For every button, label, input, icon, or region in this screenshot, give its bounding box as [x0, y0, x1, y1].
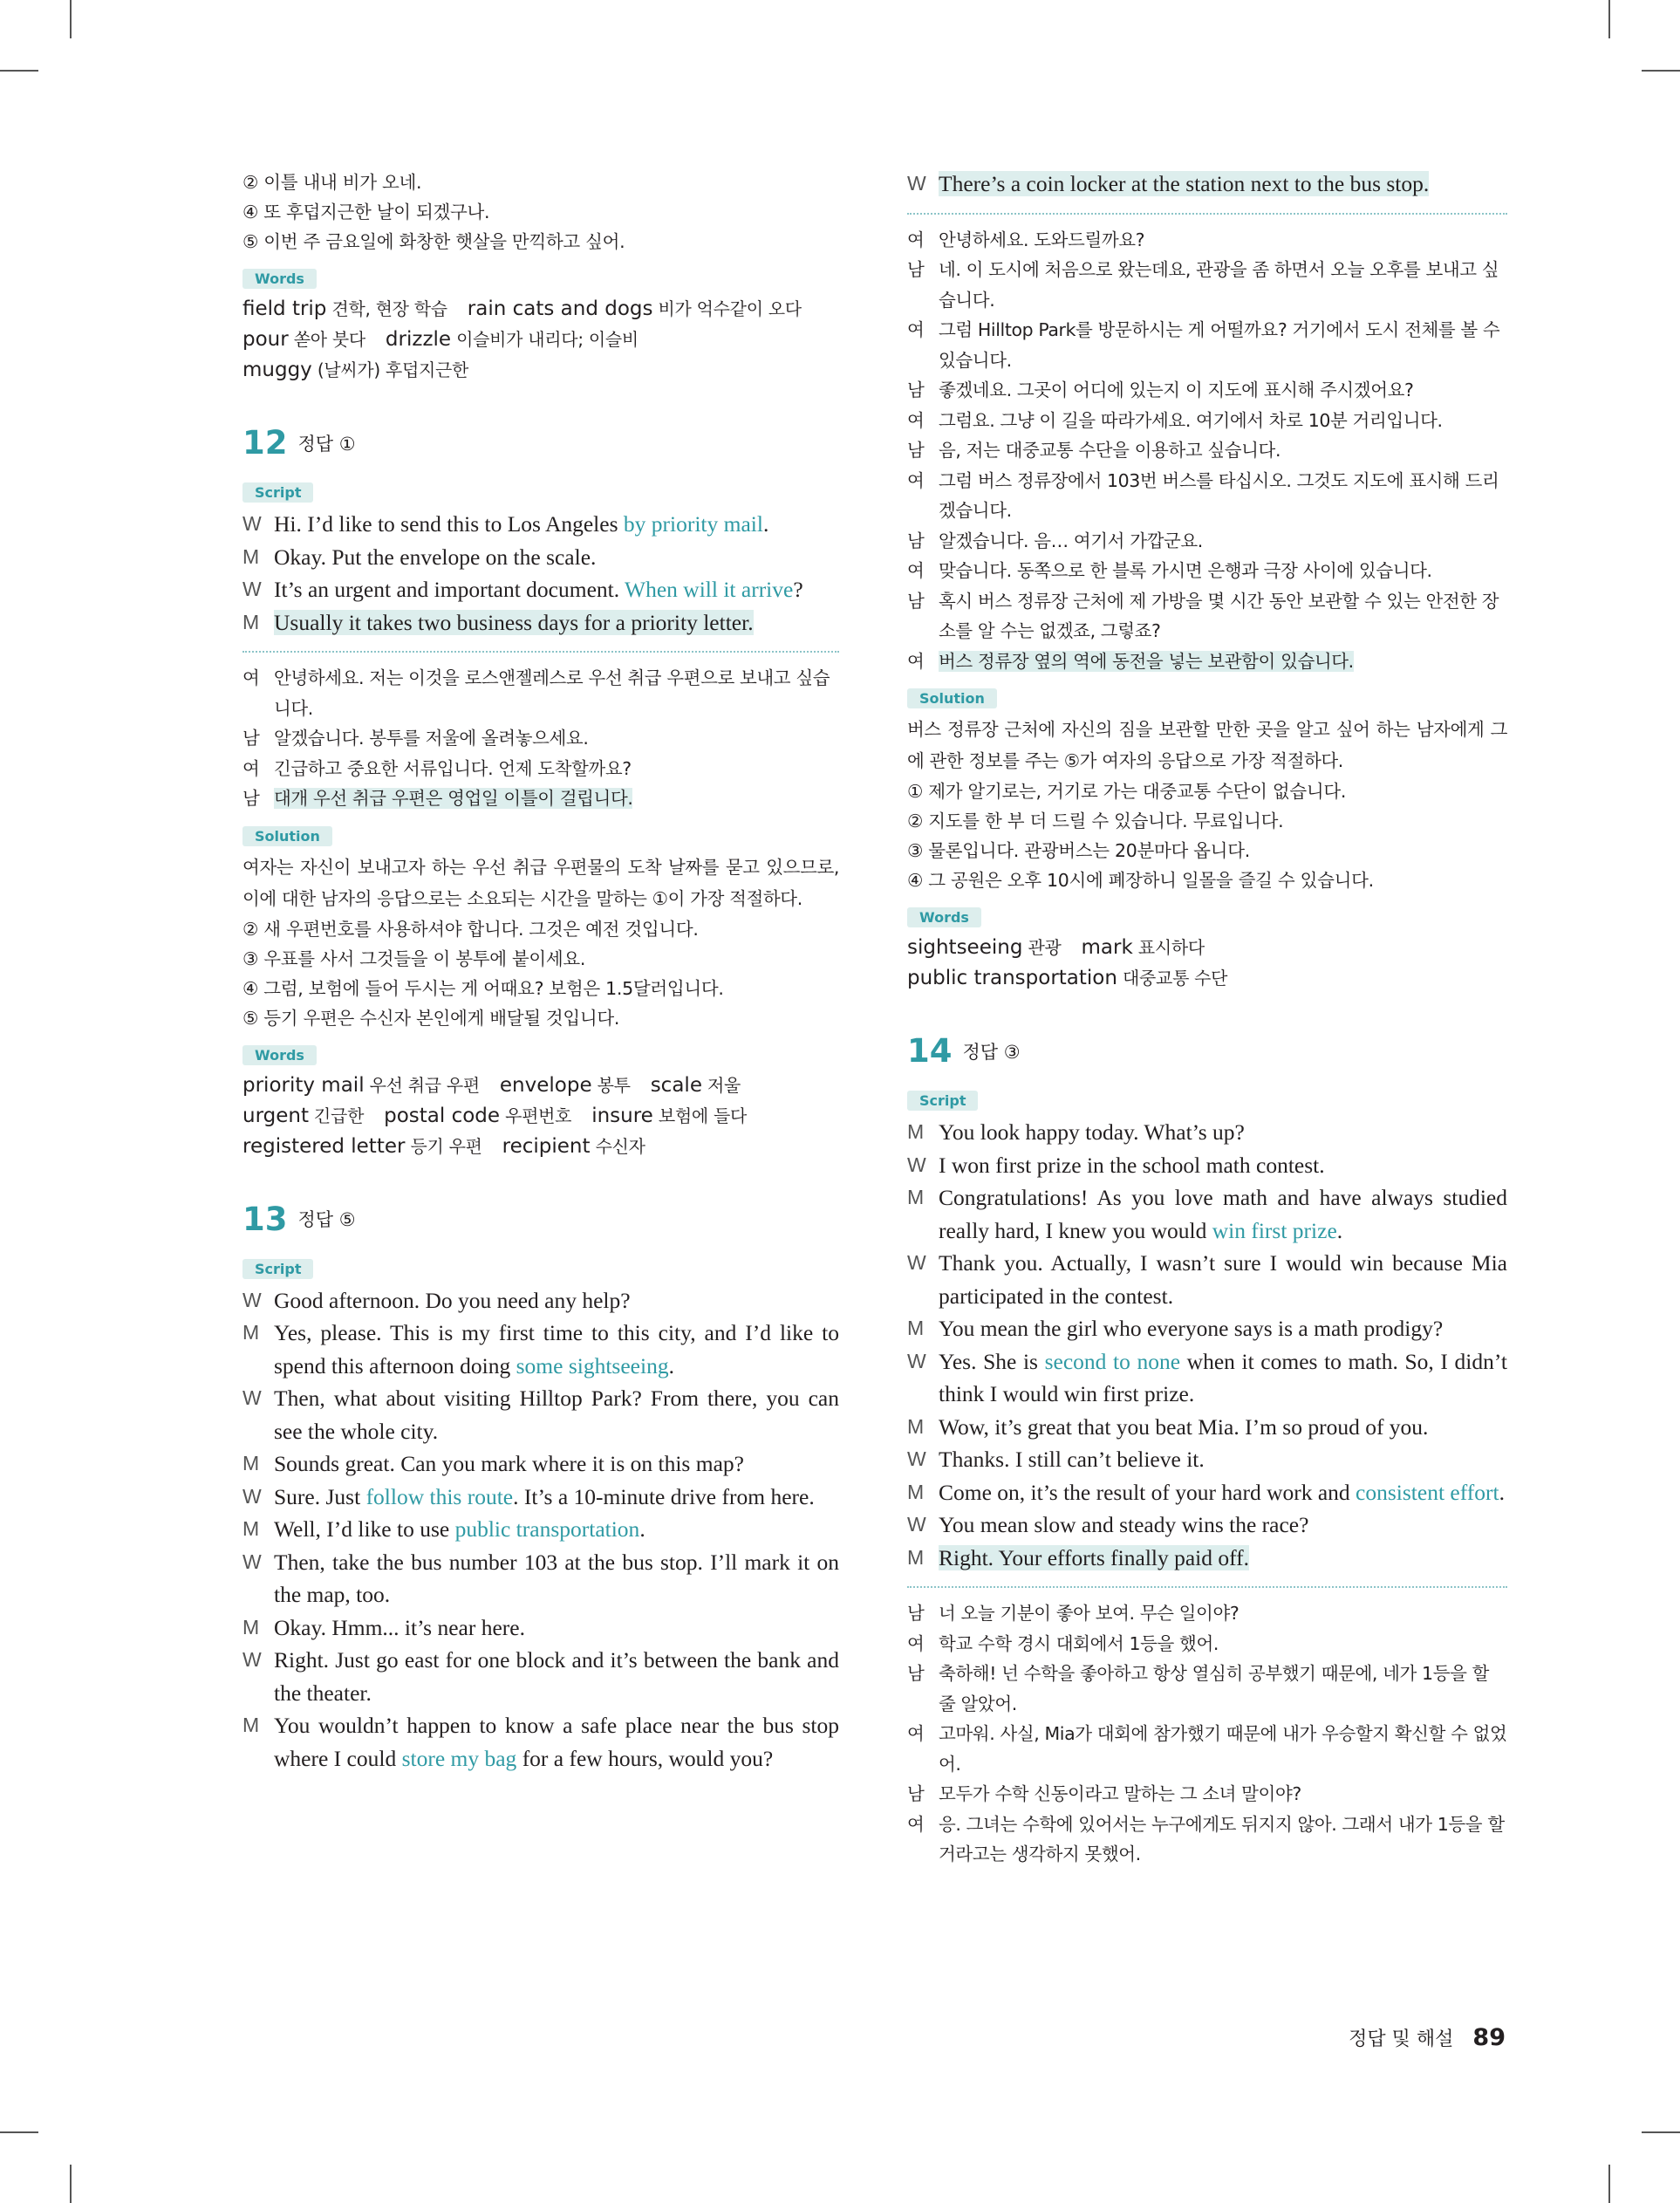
speaker-label: M	[907, 1186, 925, 1208]
translation-text: 알겠습니다. 음… 여기서 가깝군요.	[939, 530, 1203, 551]
answer-key: 정답 ①	[297, 433, 356, 455]
translation-dialogue	[907, 225, 1507, 677]
text-line: ③ 물론입니다. 관광버스는 20분마다 옵니다.	[907, 840, 1250, 861]
word-en: recipient	[502, 1134, 591, 1158]
word-en: muggy	[242, 359, 312, 381]
script-line	[907, 1509, 1507, 1542]
key-expression: some sightseeing	[516, 1352, 669, 1379]
question-12-header	[242, 424, 839, 462]
speaker-label: M	[907, 1120, 925, 1143]
translation-line	[907, 466, 1507, 526]
script-dialogue-continued	[907, 168, 1507, 201]
text-line: ⑤ 등기 우편은 수신자 본인에게 배달될 것입니다.	[242, 1007, 620, 1029]
left-column	[242, 168, 839, 1775]
script-label: Script	[907, 1091, 978, 1111]
speaker-label: M	[907, 1545, 925, 1569]
translation-text: 응. 그녀는 수학에 있어서는 누구에게도 뒤지지 않아. 그래서 내가 1등을 할 거라고는 생각하지 못했어.	[939, 1813, 1505, 1864]
question-number: 13	[242, 1200, 288, 1238]
word-meaning: 표시하다	[1132, 937, 1205, 958]
words-row	[242, 355, 839, 386]
words-list	[907, 933, 1507, 994]
speaker-label: M	[242, 1517, 260, 1540]
speaker-label: M	[242, 544, 260, 568]
answer-highlight: 대개 우선 취급 우편은 영업일 이틀이 걸립니다.	[274, 788, 633, 809]
script-text: .	[639, 1516, 645, 1542]
crop-mark	[0, 70, 38, 72]
solution-text: 여자는 자신이 보내고자 하는 우선 취급 우편물의 도착 날짜를 묻고 있으므로, 이에 대한 남자의 응답으로는 소요되는 시간을 말하는 ①이 가장 적절하다.	[242, 856, 839, 909]
script-text: .	[762, 511, 769, 537]
script-text: Wow, it’s great that you beat Mia. I’m so proud of you.	[939, 1413, 1429, 1440]
key-expression: store my bag	[401, 1745, 517, 1771]
translation-text: 축하해! 넌 수학을 좋아하고 항상 열심히 공부했기 때문에, 네가 1등을 할 줄 알았어.	[939, 1663, 1490, 1714]
speaker-label: W	[907, 1153, 926, 1176]
translation-text: 모두가 수학 신동이라고 말하는 그 소녀 말이야?	[939, 1783, 1301, 1804]
translation-line	[907, 647, 1507, 677]
translation-text: 고마워. 사실, Mia가 대회에 참가했기 때문에 내가 우승할지 확신할 수 없었어.	[939, 1723, 1507, 1775]
script-text: .	[668, 1352, 674, 1379]
translation-text: 긴급하고 중요한 서류입니다. 언제 도착할까요?	[274, 757, 632, 779]
translation-line	[907, 1629, 1507, 1659]
word-en: drizzle	[385, 328, 452, 351]
translation-text: 너 오늘 기분이 좋아 보여. 무슨 일이야?	[939, 1603, 1240, 1624]
translation-line	[907, 225, 1507, 256]
script-line	[242, 508, 839, 541]
word-meaning: 우선 취급 우편	[364, 1074, 480, 1096]
speaker-label: M	[907, 1414, 925, 1438]
word-en: postal code	[384, 1104, 501, 1127]
speaker-label: 남	[907, 1603, 925, 1624]
script-text: Sure. Just	[274, 1483, 366, 1509]
script-line	[242, 1447, 839, 1481]
translation-line	[907, 1779, 1507, 1810]
script-text: .	[1499, 1479, 1505, 1505]
script-line	[242, 541, 839, 574]
script-label: Script	[242, 482, 313, 503]
script-line	[907, 168, 1507, 201]
translation-text: 안녕하세요. 저는 이것을 로스앤젤레스로 우선 취급 우편으로 보내고 싶습니다.	[274, 667, 830, 719]
script-text: .	[1336, 1217, 1343, 1243]
translation-line	[242, 723, 839, 754]
crop-mark	[1642, 2131, 1680, 2133]
script-text: Yes, please. This is my first time to this city, and I’d like to spend this afternoon doing	[274, 1320, 839, 1379]
speaker-label: 남	[242, 728, 260, 749]
script-text: I won first prize in the school math contest.	[939, 1152, 1325, 1178]
word-meaning: 관광	[1022, 937, 1062, 958]
page-number: 89	[1472, 2024, 1506, 2051]
translation-line	[907, 1810, 1507, 1870]
right-column	[907, 168, 1507, 1870]
translation-text: 학교 수학 경시 대회에서 1등을 했어.	[939, 1632, 1219, 1654]
speaker-label: 여	[242, 667, 260, 688]
answer-key: 정답 ③	[962, 1041, 1021, 1063]
speaker-label: M	[242, 1714, 260, 1736]
script-dialogue	[907, 1116, 1507, 1574]
script-line	[907, 1181, 1507, 1247]
speaker-label: 남	[242, 788, 260, 809]
word-en: sightseeing	[907, 936, 1023, 959]
speaker-label: 남	[907, 440, 925, 461]
word-meaning: 보험에 들다	[652, 1105, 748, 1126]
translation-text: 맞습니다. 동쪽으로 한 블록 가시면 은행과 극장 사이에 있습니다.	[939, 560, 1432, 581]
script-text: Then, take the bus number 103 at the bus stop. I’ll mark it on the map, too.	[274, 1549, 839, 1607]
word-en: insure	[591, 1104, 653, 1127]
script-text: Thanks. I still can’t believe it.	[939, 1447, 1205, 1472]
word-meaning: 견학, 현장 학습	[326, 298, 447, 319]
script-line	[907, 1476, 1507, 1509]
script-text: You mean the girl who everyone says is a math prodigy?	[939, 1316, 1444, 1341]
text-line: ④ 그 공원은 오후 10시에 폐장하니 일몰을 즐길 수 있습니다.	[907, 870, 1374, 891]
word-meaning: 긴급한	[308, 1105, 365, 1126]
speaker-label: 여	[907, 409, 925, 431]
key-expression: public transportation	[454, 1516, 640, 1542]
translation-line	[907, 315, 1507, 375]
script-line	[242, 1546, 839, 1611]
speaker-label: 여	[907, 1723, 925, 1744]
crop-mark	[1608, 2165, 1610, 2203]
prev-answer-options	[242, 168, 839, 257]
script-text: Well, I’d like to use	[274, 1516, 455, 1542]
translation-text: 그럼요. 그냥 이 길을 따라가세요. 여기에서 차로 10분 거리입니다.	[939, 409, 1443, 431]
speaker-label: W	[242, 1648, 262, 1671]
answer-highlight: Right. Your efforts finally paid off.	[939, 1544, 1250, 1570]
speaker-label: W	[242, 578, 262, 600]
speaker-label: 여	[907, 560, 925, 581]
script-line	[242, 1611, 839, 1645]
word-en: envelope	[499, 1073, 592, 1097]
solution-label: Solution	[907, 688, 997, 708]
option-translations	[242, 914, 839, 1033]
word-meaning: 대중교통 수단	[1117, 968, 1228, 989]
word-meaning: 저울	[701, 1074, 741, 1096]
script-line	[907, 1345, 1507, 1411]
dotted-divider	[907, 213, 1507, 215]
speaker-label: 남	[907, 530, 925, 551]
translation-text: 좋겠네요. 그곳이 어디에 있는지 이 지도에 표시해 주시겠어요?	[939, 380, 1414, 400]
script-line	[907, 1542, 1507, 1575]
solution-text: 버스 정류장 근처에 자신의 짐을 보관할 만한 곳을 알고 싶어 하는 남자에게 그에 관한 정보를 주는 ⑤가 여자의 응답으로 가장 적절하다.	[907, 719, 1507, 771]
speaker-label: W	[242, 1288, 262, 1311]
words-row	[907, 933, 1507, 963]
script-text: Then, what about visiting Hilltop Park? From there, you can see the whole city.	[274, 1385, 839, 1444]
word-en: priority mail	[242, 1073, 365, 1097]
script-line	[907, 1247, 1507, 1312]
crop-mark	[0, 2131, 38, 2133]
translation-line	[907, 586, 1507, 647]
translation-text: 그럼 버스 정류장에서 103번 버스를 타십시오. 그것도 지도에 표시해 드리겠습니다.	[939, 469, 1499, 521]
script-text: when it comes to math. So, I didn’t think I would win first prize.	[939, 1348, 1507, 1406]
script-line	[242, 1644, 839, 1709]
speaker-label: W	[907, 1447, 926, 1470]
option-translations	[907, 777, 1507, 895]
script-line	[907, 1411, 1507, 1444]
key-expression: When will it arrive	[625, 577, 794, 602]
key-expression: by priority mail	[623, 511, 763, 537]
script-text: Yes. She is	[939, 1348, 1045, 1374]
words-row	[242, 1132, 839, 1162]
word-meaning: 수신자	[590, 1135, 645, 1157]
text-line: ② 이틀 내내 비가 오네.	[242, 172, 422, 193]
script-line	[242, 606, 839, 640]
dotted-divider	[242, 651, 839, 653]
speaker-label: 남	[907, 1663, 925, 1684]
script-text: You wouldn’t happen to know a safe place near the bus stop where I could	[274, 1713, 839, 1771]
words-list	[242, 294, 839, 386]
script-text: . It’s a 10-minute drive from here.	[513, 1483, 815, 1509]
text-line: ⑤ 이번 주 금요일에 화창한 햇살을 만끽하고 싶어.	[242, 231, 625, 252]
crop-mark	[70, 2165, 72, 2203]
translation-line	[242, 754, 839, 784]
speaker-label: W	[907, 172, 926, 195]
translation-line	[907, 375, 1507, 406]
translation-text: 안녕하세요. 도와드릴까요?	[939, 229, 1145, 250]
speaker-label: M	[907, 1480, 925, 1503]
page-footer	[1349, 2024, 1506, 2051]
footer-title: 정답 및 해설	[1349, 2029, 1454, 2050]
script-dialogue	[242, 1284, 839, 1775]
script-text: Congratulations! As you love math and have always studied really hard, I knew you would	[939, 1185, 1507, 1243]
script-line	[242, 1284, 839, 1317]
script-text: Right. Just go east for one block and it’s between the bank and the theater.	[274, 1647, 839, 1706]
translation-line	[907, 406, 1507, 436]
speaker-label: 여	[907, 650, 925, 672]
word-meaning: (날씨가) 후덥지근한	[311, 359, 469, 380]
script-text: It’s an urgent and important document.	[274, 577, 625, 602]
script-line	[242, 1481, 839, 1514]
answer-highlight: Usually it takes two business days for a priority letter.	[274, 609, 754, 635]
words-label: Words	[242, 1045, 317, 1065]
speaker-label: W	[907, 1251, 926, 1274]
translation-line	[907, 1719, 1507, 1779]
translation-dialogue	[242, 663, 839, 814]
word-en: registered letter	[242, 1134, 406, 1158]
script-text: Okay. Hmm... it’s near here.	[274, 1614, 525, 1640]
script-line	[242, 1709, 839, 1775]
text-line: ② 지도를 한 부 더 드릴 수 있습니다. 무료입니다.	[907, 811, 1284, 831]
speaker-label: W	[907, 1349, 926, 1372]
translation-line	[907, 255, 1507, 315]
translation-line	[907, 1659, 1507, 1719]
script-line	[242, 1513, 839, 1546]
speaker-label: W	[242, 1386, 262, 1409]
crop-mark	[1642, 70, 1680, 72]
script-text: Hi. I’d like to send this to Los Angeles	[274, 511, 624, 537]
speaker-label: M	[242, 1615, 260, 1639]
translation-line	[907, 435, 1507, 466]
translation-line	[907, 556, 1507, 586]
text-line: ① 제가 알기로는, 거기로 가는 대중교통 수단이 없습니다.	[907, 781, 1347, 802]
word-en: scale	[650, 1073, 702, 1097]
speaker-label: M	[907, 1317, 925, 1339]
speaker-label: 여	[907, 229, 925, 250]
question-number: 14	[907, 1032, 953, 1070]
words-label: Words	[242, 269, 317, 289]
key-expression: follow this route	[365, 1483, 514, 1509]
translation-line	[242, 783, 839, 814]
word-en: rain cats and dogs	[467, 298, 653, 320]
word-meaning: 비가 억수같이 오다	[652, 298, 802, 319]
translation-text: 혹시 버스 정류장 근처에 제 가방을 몇 시간 동안 보관할 수 있는 안전한 장소를 알 수는 없겠죠, 그렇죠?	[939, 590, 1499, 641]
word-meaning: 이슬비가 내리다; 이슬비	[451, 329, 639, 350]
script-dialogue	[242, 508, 839, 639]
speaker-label: W	[242, 1484, 262, 1508]
translation-line	[242, 663, 839, 723]
script-text: You mean slow and steady wins the race?	[939, 1512, 1309, 1537]
speaker-label: 남	[907, 590, 925, 612]
speaker-label: 남	[907, 1783, 925, 1804]
script-text: Good afternoon. Do you need any help?	[274, 1287, 631, 1313]
answer-highlight: There’s a coin locker at the station next to the bus stop.	[939, 171, 1430, 196]
words-row	[242, 294, 839, 325]
question-14-header	[907, 1032, 1507, 1070]
script-text: Sounds great. Can you mark where it is on this map?	[274, 1451, 744, 1476]
speaker-label: 여	[242, 757, 260, 779]
answer-highlight: 버스 정류장 옆의 역에 동전을 넣는 보관함이 있습니다.	[939, 650, 1354, 672]
word-en: field trip	[242, 298, 327, 320]
question-number: 12	[242, 424, 288, 462]
answer-key: 정답 ⑤	[297, 1209, 356, 1230]
word-meaning: 우편번호	[500, 1105, 572, 1126]
word-en: pour	[242, 328, 289, 351]
speaker-label: 여	[907, 469, 925, 491]
translation-text: 네. 이 도시에 처음으로 왔는데요, 관광을 좀 하면서 오늘 오후를 보내고 싶습니다.	[939, 259, 1499, 311]
crop-mark	[1608, 0, 1610, 38]
words-row	[907, 963, 1507, 994]
script-line	[907, 1443, 1507, 1476]
question-13-header	[242, 1201, 839, 1238]
speaker-label: W	[907, 1513, 926, 1536]
words-list	[242, 1071, 839, 1162]
speaker-label: W	[242, 512, 262, 535]
word-en: public transportation	[907, 967, 1117, 989]
script-text: Thank you. Actually, I wasn’t sure I would win because Mia participated in the contest.	[939, 1250, 1507, 1309]
text-line: ④ 그럼, 보험에 들어 두시는 게 어때요? 보험은 1.5달러입니다.	[242, 977, 724, 999]
word-en: mark	[1081, 936, 1133, 959]
speaker-label: M	[242, 1321, 260, 1344]
text-line: ② 새 우편번호를 사용하셔야 합니다. 그것은 예전 것입니다.	[242, 918, 699, 940]
text-line: ④ 또 후덥지근한 날이 되겠구나.	[242, 202, 490, 222]
script-text: for a few hours, would you?	[516, 1745, 774, 1771]
script-text: You look happy today. What’s up?	[939, 1119, 1245, 1145]
translation-text: 그럼 Hilltop Park를 방문하시는 게 어떨까요? 거기에서 도시 전체를 볼 수 있습니다.	[939, 319, 1500, 371]
script-line	[242, 1382, 839, 1447]
words-label: Words	[907, 907, 981, 927]
speaker-label: 여	[907, 1632, 925, 1654]
speaker-label: M	[242, 610, 260, 633]
text-line: ③ 우표를 사서 그것들을 이 봉투에 붙이세요.	[242, 948, 586, 969]
word-meaning: 쏟아 붓다	[288, 329, 365, 350]
translation-line	[907, 1598, 1507, 1629]
translation-line	[907, 526, 1507, 557]
speaker-label: W	[242, 1550, 262, 1573]
dotted-divider	[907, 1586, 1507, 1588]
script-line	[907, 1116, 1507, 1149]
word-meaning: 등기 우편	[405, 1135, 482, 1157]
speaker-label: 여	[907, 1813, 925, 1835]
words-row	[242, 325, 839, 355]
words-row	[242, 1071, 839, 1101]
crop-mark	[70, 0, 72, 38]
script-line	[907, 1312, 1507, 1345]
solution-label: Solution	[242, 826, 332, 846]
translation-text: 알겠습니다. 봉투를 저울에 올려놓으세요.	[274, 728, 589, 749]
script-text: Come on, it’s the result of your hard work and	[939, 1479, 1356, 1505]
speaker-label: 남	[907, 380, 925, 400]
word-meaning: 봉투	[591, 1074, 631, 1096]
key-expression: win first prize	[1212, 1217, 1337, 1243]
translation-dialogue	[907, 1598, 1507, 1870]
script-line	[242, 1317, 839, 1382]
words-row	[242, 1101, 839, 1132]
script-label: Script	[242, 1259, 313, 1279]
script-line	[907, 1149, 1507, 1182]
speaker-label: 남	[907, 259, 925, 280]
speaker-label: M	[242, 1452, 260, 1474]
script-text: ?	[793, 577, 803, 602]
script-text: Okay. Put the envelope on the scale.	[274, 544, 597, 570]
key-expression: second to none	[1044, 1348, 1181, 1374]
key-expression: consistent effort	[1356, 1479, 1499, 1505]
word-en: urgent	[242, 1104, 309, 1127]
script-line	[242, 573, 839, 606]
speaker-label: 여	[907, 319, 925, 340]
translation-text: 음, 저는 대중교통 수단을 이용하고 싶습니다.	[939, 440, 1281, 461]
